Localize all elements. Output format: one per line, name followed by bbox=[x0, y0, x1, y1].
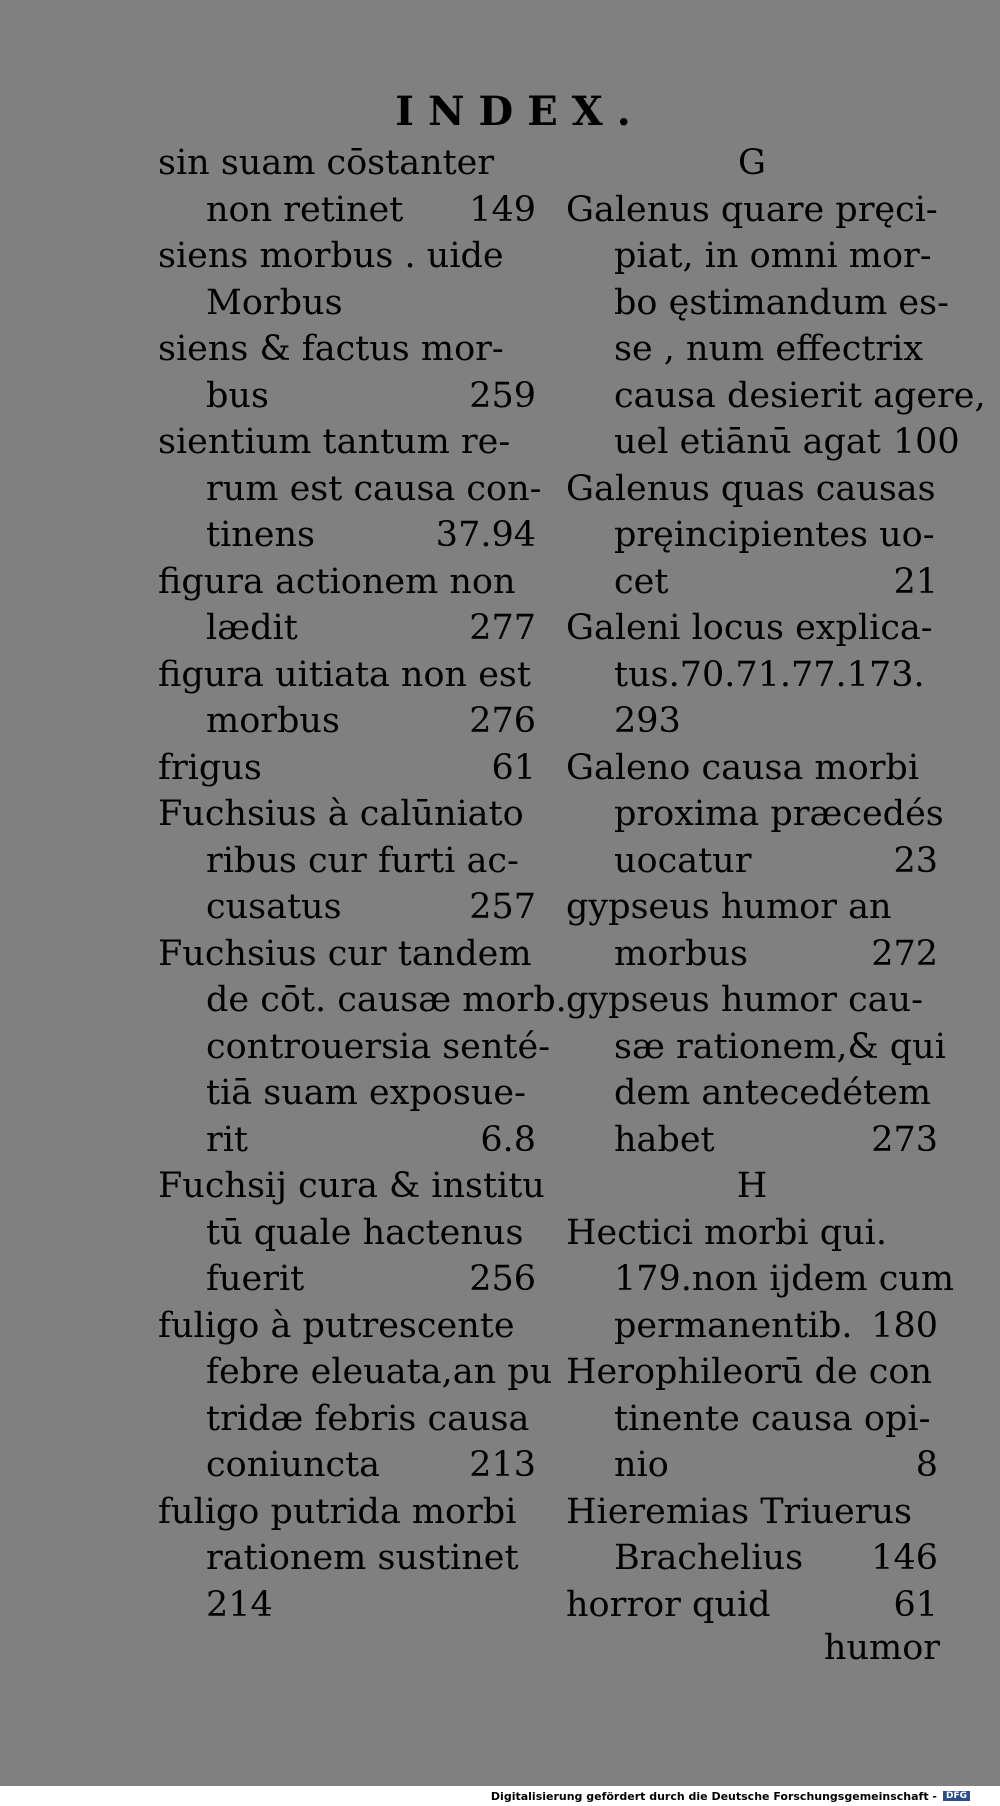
index-entry-line bbox=[566, 1489, 938, 1536]
entry-text: rum est causa con- bbox=[206, 468, 542, 509]
index-entry-line bbox=[566, 1535, 938, 1582]
page-number: 277 bbox=[469, 608, 536, 648]
index-column-left bbox=[158, 140, 567, 1628]
entry-text: Galenus quas causas bbox=[566, 468, 936, 509]
entry-text: 214 bbox=[206, 1584, 273, 1625]
index-entry-line bbox=[566, 512, 938, 559]
index-entry-line bbox=[158, 838, 536, 885]
entry-text: gypseus humor cau- bbox=[566, 980, 923, 1020]
entry-text: horror quid bbox=[566, 1584, 771, 1625]
entry-text: rit bbox=[206, 1119, 248, 1160]
page-number: 8 bbox=[915, 1445, 938, 1485]
index-entry-line bbox=[566, 745, 938, 792]
entry-text: tinente causa opi- bbox=[614, 1398, 931, 1439]
index-entry-line bbox=[158, 1256, 536, 1303]
entry-text: se , num effectrix bbox=[614, 329, 924, 369]
entry-text: tus.70.71.77.173. bbox=[614, 654, 925, 695]
entry-text: tridæ febris causa bbox=[206, 1398, 530, 1439]
index-entry-line bbox=[158, 1396, 536, 1443]
page-number: 23 bbox=[893, 840, 938, 881]
index-entry-line bbox=[566, 559, 938, 606]
entry-text: piat, in omni mor- bbox=[614, 236, 932, 276]
entry-text: de cōt. causæ morb. bbox=[206, 980, 567, 1020]
index-entry-line bbox=[158, 1117, 536, 1164]
index-entry-line bbox=[566, 838, 938, 885]
index-entry-line bbox=[158, 884, 536, 931]
entry-text: Galeno causa morbi bbox=[566, 747, 920, 788]
index-entry-line bbox=[566, 1070, 938, 1117]
index-entry-line bbox=[566, 1303, 938, 1350]
entry-text: bus bbox=[206, 375, 269, 416]
entry-text: coniuncta bbox=[206, 1445, 381, 1485]
index-entry-line bbox=[158, 1442, 536, 1489]
page-number: 21 bbox=[893, 561, 938, 602]
index-entry-line bbox=[158, 466, 542, 513]
index-entry-line bbox=[158, 931, 536, 978]
index-entry-line bbox=[158, 1024, 551, 1071]
entry-text: Fuchsius cur tandem bbox=[158, 933, 532, 974]
index-entry-line bbox=[158, 326, 536, 373]
entry-text: cusatus bbox=[206, 887, 342, 927]
entry-text: siens morbus . uide bbox=[158, 236, 504, 276]
index-entry-line bbox=[566, 605, 938, 652]
entry-text: sæ rationem,& qui bbox=[614, 1026, 946, 1067]
section-letter bbox=[566, 1163, 938, 1210]
index-entry-line bbox=[566, 698, 938, 745]
index-entry-line bbox=[566, 187, 938, 234]
page-number: 149 bbox=[469, 189, 536, 230]
index-entry-line bbox=[158, 1070, 536, 1117]
index-entry-line bbox=[566, 280, 949, 327]
index-entry-line bbox=[566, 1024, 946, 1071]
index-entry-line bbox=[158, 605, 536, 652]
index-entry-line bbox=[566, 1582, 938, 1629]
entry-text: morbus bbox=[206, 701, 340, 741]
page-number: 37.94 bbox=[435, 515, 536, 555]
index-entry-line bbox=[566, 466, 938, 513]
entry-text: Fuchsij cura & institu bbox=[158, 1166, 545, 1206]
index-entry-line bbox=[566, 326, 938, 373]
entry-text: uel etiānū agat bbox=[614, 422, 881, 462]
index-column-right bbox=[566, 140, 986, 1628]
entry-text: gypseus humor an bbox=[566, 887, 892, 927]
entry-text: fuligo putrida morbi bbox=[158, 1491, 517, 1532]
index-entry-line bbox=[158, 791, 536, 838]
page-number: 180 bbox=[871, 1305, 938, 1346]
index-entry-line bbox=[158, 1163, 545, 1210]
footer-credit: Digitalisierung gefördert durch die Deutsche Forschungsgemeinschaft - bbox=[490, 1789, 937, 1803]
entry-text: ribus cur furti ac- bbox=[206, 840, 519, 881]
entry-text: siens & factus mor- bbox=[158, 329, 504, 369]
entry-text: non retinet bbox=[206, 189, 404, 230]
entry-text: fuligo à putrescente bbox=[158, 1305, 515, 1346]
index-entry-line bbox=[158, 745, 536, 792]
entry-text: bo ęstimandum es- bbox=[614, 282, 949, 323]
entry-text: rationem sustinet bbox=[206, 1538, 519, 1578]
entry-text: 293 bbox=[614, 701, 681, 741]
entry-text: tinens bbox=[206, 515, 316, 555]
index-entry-line bbox=[158, 1582, 536, 1629]
section-letter bbox=[566, 140, 938, 187]
index-entry-line bbox=[158, 1303, 536, 1350]
entry-text: G bbox=[738, 143, 766, 183]
entry-text: tiā suam exposue- bbox=[206, 1073, 526, 1113]
entry-text: Herophileorū de con bbox=[566, 1352, 933, 1392]
digitization-footer bbox=[0, 1786, 1000, 1806]
index-entry-line bbox=[158, 1535, 536, 1582]
index-entry-line bbox=[158, 1489, 536, 1536]
entry-text: lædit bbox=[206, 608, 298, 648]
entry-text: Galeni locus explica- bbox=[566, 608, 933, 648]
index-entry-line bbox=[566, 1117, 938, 1164]
index-entry-line bbox=[566, 652, 938, 699]
catchword: humor bbox=[823, 1628, 940, 1668]
entry-text: Brachelius bbox=[614, 1538, 804, 1578]
page-number: 6.8 bbox=[480, 1119, 536, 1160]
entry-text: cet bbox=[614, 561, 669, 602]
entry-text: dem antecedétem bbox=[614, 1073, 932, 1113]
entry-text: figura uitiata non est bbox=[158, 654, 531, 695]
entry-text: figura actionem non bbox=[158, 561, 516, 602]
entry-text: permanentib. bbox=[614, 1305, 853, 1346]
index-entry-line bbox=[158, 652, 536, 699]
index-entry-line bbox=[566, 1256, 955, 1303]
entry-text: proxima præcedés bbox=[614, 794, 944, 834]
page-number: 256 bbox=[469, 1259, 536, 1299]
index-entry-line bbox=[158, 373, 536, 420]
page-title: INDEX. bbox=[395, 88, 645, 135]
index-entry-line bbox=[158, 977, 567, 1024]
entry-text: pręincipientes uo- bbox=[614, 515, 935, 555]
entry-text: causa desierit agere, bbox=[614, 375, 986, 416]
index-entry-line bbox=[566, 373, 986, 420]
index-entry-line bbox=[158, 140, 536, 187]
index-entry-line bbox=[566, 1210, 938, 1257]
entry-text: frigus bbox=[158, 747, 262, 788]
entry-text: nio bbox=[614, 1445, 669, 1485]
entry-text: fuerit bbox=[206, 1259, 305, 1299]
entry-text: tū quale hactenus bbox=[206, 1212, 524, 1253]
entry-text: sientium tantum re- bbox=[158, 422, 511, 462]
page-number: 100 bbox=[892, 422, 960, 462]
entry-text: controuersia senté- bbox=[206, 1026, 551, 1067]
index-entry-line bbox=[566, 419, 960, 466]
index-entry-line bbox=[158, 512, 536, 559]
index-entry-line bbox=[158, 419, 536, 466]
entry-text: H bbox=[736, 1166, 768, 1206]
index-entry-line bbox=[158, 280, 536, 327]
entry-text: Fuchsius à calūniato bbox=[158, 794, 524, 834]
entry-text: febre eleuata,an pu bbox=[206, 1352, 553, 1392]
entry-text: sin suam cōstanter bbox=[158, 143, 495, 183]
page-number: 272 bbox=[871, 933, 938, 974]
index-entry-line bbox=[566, 1396, 938, 1443]
page-number: 276 bbox=[469, 701, 536, 741]
dfg-logo: DFG bbox=[943, 1791, 970, 1801]
index-entry-line bbox=[566, 977, 938, 1024]
entry-text: Hieremias Triuerus bbox=[566, 1491, 912, 1532]
index-entry-line bbox=[566, 884, 938, 931]
page-number: 146 bbox=[871, 1538, 938, 1578]
entry-text: Hectici morbi qui. bbox=[566, 1212, 887, 1253]
entry-text: 179.non ijdem cum bbox=[614, 1259, 955, 1299]
index-entry-line bbox=[158, 1349, 553, 1396]
index-entry-line bbox=[158, 559, 536, 606]
entry-text: habet bbox=[614, 1119, 715, 1160]
index-entry-line bbox=[158, 233, 536, 280]
page-number: 273 bbox=[871, 1119, 938, 1160]
page-number: 259 bbox=[469, 375, 536, 416]
page-number: 257 bbox=[469, 887, 536, 927]
index-entry-line bbox=[566, 233, 938, 280]
entry-text: Morbus bbox=[206, 282, 343, 323]
index-entry-line bbox=[566, 1349, 938, 1396]
entry-text: morbus bbox=[614, 933, 748, 974]
entry-text: uocatur bbox=[614, 840, 752, 881]
page-number: 61 bbox=[893, 1584, 938, 1625]
index-entry-line bbox=[566, 1442, 938, 1489]
index-entry-line bbox=[566, 931, 938, 978]
index-entry-line bbox=[566, 791, 944, 838]
index-entry-line bbox=[158, 698, 536, 745]
entry-text: Galenus quare pręci- bbox=[566, 189, 938, 230]
index-entry-line bbox=[158, 1210, 536, 1257]
index-entry-line bbox=[158, 187, 536, 234]
page-number: 61 bbox=[491, 747, 536, 788]
page-number: 213 bbox=[469, 1445, 536, 1485]
